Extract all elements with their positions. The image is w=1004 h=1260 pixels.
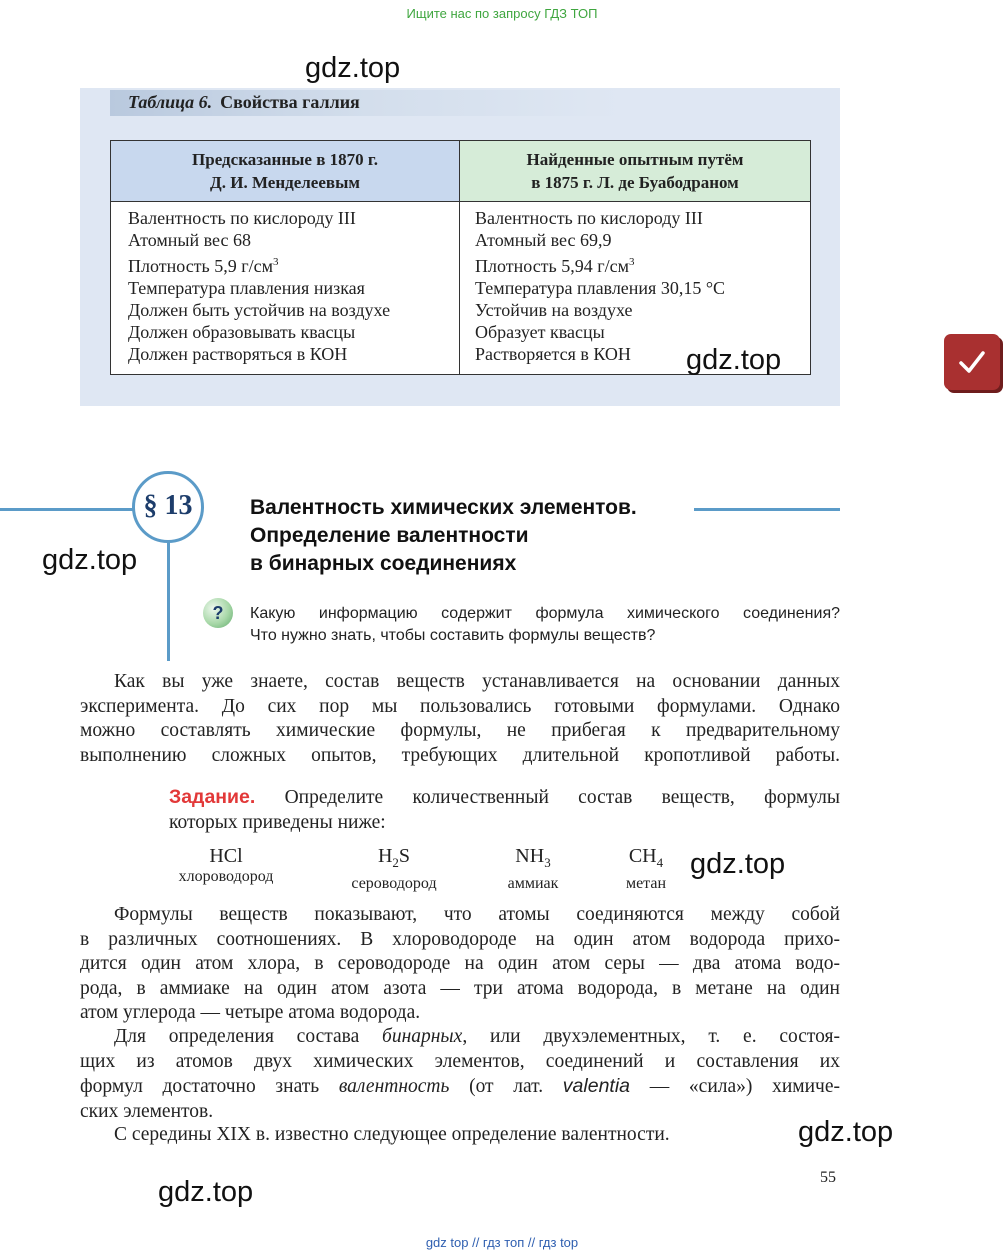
- watermark: gdz.top: [42, 544, 138, 576]
- table-cell: Атомный вес 69,9: [475, 230, 612, 250]
- table-cell: Атомный вес 68: [128, 230, 251, 250]
- formula-subscript: 3: [544, 855, 551, 870]
- text-line: рода, в аммиаке на один атом азота — три атома водорода, в метане на один: [80, 977, 840, 999]
- formula-name: метан: [625, 875, 667, 892]
- watermark: gdz.top: [158, 1176, 254, 1208]
- emphasis: бинарных: [382, 1026, 463, 1047]
- emphasis: valentia: [562, 1075, 631, 1097]
- title-line: Определение валентности: [250, 524, 529, 547]
- text-line: ских элементов.: [80, 1100, 214, 1122]
- text-line: С середины XIX в. известно следующее определение валентности.: [114, 1124, 670, 1145]
- valence-paragraph: [80, 1025, 840, 1124]
- page-number: 55: [820, 1169, 836, 1186]
- section-rule-left: [0, 508, 134, 511]
- formula-text: HCl: [209, 845, 243, 867]
- table-header-predicted: [111, 141, 460, 202]
- formula-name: хлороводород: [178, 868, 274, 885]
- text-line: Для определения состава бинарных, или двухэлементных, т. е. состоя-: [114, 1026, 840, 1047]
- header-line: Д. И. Менделеевым: [210, 173, 360, 192]
- watermark: gdz.top: [798, 1116, 894, 1148]
- table-cell: Должен быть устойчив на воздухе: [128, 300, 391, 320]
- formula-name: аммиак: [507, 875, 559, 892]
- superscript: 3: [629, 256, 635, 268]
- emphasis: валентность: [338, 1076, 450, 1097]
- bottom-banner[interactable]: gdz top // гдз топ // гдз top: [425, 1235, 579, 1250]
- text-line: щих из атомов двух химических элементов, соединений и составления их: [80, 1050, 840, 1072]
- table-header-found: [460, 141, 810, 202]
- text-line: выполнению сложных опытов, требующих длительной кропотливой работы.: [80, 744, 840, 766]
- superscript: 3: [273, 256, 279, 268]
- watermark: gdz.top: [686, 344, 782, 376]
- formula-text: NH: [515, 845, 545, 867]
- found-properties: [475, 207, 725, 365]
- bookmark-button[interactable]: [944, 334, 1000, 390]
- table-caption: [128, 92, 360, 113]
- question-icon: ?: [203, 598, 233, 628]
- text-line: дится один атом хлора, в сероводороде на один атом серы — два атома водо-: [80, 953, 840, 974]
- text-line: формул достаточно знать валентность (от лат. valentia — «сила») химиче-: [80, 1075, 841, 1097]
- watermark: gdz.top: [690, 848, 786, 880]
- table-cell: Должен растворяться в КОН: [128, 344, 348, 364]
- text-line: Формулы веществ показывают, что атомы соединяются между собой: [114, 904, 840, 925]
- text-line: в различных соотношениях. В хлороводороде на один атом водорода прихо-: [80, 928, 840, 950]
- cell-text: Плотность 5,94 г/см: [475, 256, 630, 276]
- header-line: в 1875 г. Л. де Буабодраном: [531, 173, 739, 192]
- watermark: gdz.top: [305, 52, 401, 84]
- section-rule-vertical: [167, 535, 170, 661]
- section-questions: [250, 603, 840, 647]
- header-line: Найденные опытным путём: [526, 150, 744, 169]
- table-cell: Температура плавления низкая: [128, 278, 365, 298]
- formula-nh3: [496, 846, 570, 895]
- predicted-properties: [128, 207, 390, 365]
- formula-text: CH: [628, 845, 657, 867]
- section-number-badge: § 13: [132, 471, 204, 543]
- question-line: Что нужно знать, чтобы составить формулы веществ?: [250, 627, 656, 644]
- section-rule-right: [694, 508, 840, 511]
- formula-text: H: [377, 845, 393, 867]
- intro-paragraph: [80, 670, 840, 768]
- check-icon: [956, 346, 988, 378]
- table-cell: Устойчив на воздухе: [475, 300, 633, 320]
- table-cell: Растворяется в КОН: [475, 344, 631, 364]
- question-line: Какую информацию содержит формула химического соединения?: [250, 605, 840, 622]
- table-cell: Валентность по кислороду III: [128, 208, 356, 228]
- formula-subscript: 4: [656, 855, 664, 870]
- cell-text: Плотность 5,9 г/см: [128, 256, 274, 276]
- formula-h2s: [336, 846, 452, 895]
- table-caption-label: Таблица 6.: [128, 92, 213, 112]
- task-block: [169, 785, 840, 835]
- table-cell: Валентность по кислороду III: [475, 208, 703, 228]
- section-title: [250, 494, 637, 578]
- formula-name: сероводород: [351, 875, 437, 892]
- header-line: Предсказанные в 1870 г.: [192, 150, 378, 169]
- table-cell: Температура плавления 30,15 °С: [475, 278, 726, 298]
- task-text: которых приведены ниже:: [169, 811, 386, 833]
- title-line: в бинарных соединениях: [250, 552, 517, 575]
- definition-intro: [80, 1123, 840, 1148]
- formula-ch4: [616, 846, 676, 895]
- table-cell: [475, 251, 725, 277]
- formula-text: S: [398, 845, 411, 867]
- task-text: Определите количественный состав веществ, формулы: [255, 787, 840, 808]
- formula-subscript: 2: [392, 855, 399, 870]
- text-line: можно составлять химические формулы, не прибегая к предварительному: [80, 720, 840, 741]
- title-line: Валентность химических элементов.: [250, 496, 637, 519]
- formula-hcl: [166, 846, 286, 888]
- column-divider: [459, 201, 460, 374]
- table-cell: Должен образовывать квасцы: [128, 322, 356, 342]
- text-line: эксперимента. До сих пор мы пользовались готовыми формулами. Однако: [80, 695, 840, 717]
- text-line: атом углерода — четыре атома водорода.: [80, 1002, 421, 1023]
- table-caption-title: Свойства галлия: [220, 92, 360, 112]
- table-cell: Образует квасцы: [475, 322, 605, 342]
- gallium-table: [110, 140, 811, 375]
- text-line: Как вы уже знаете, состав веществ устанавливается на основании данных: [114, 671, 840, 692]
- top-banner[interactable]: Ищите нас по запросу ГДЗ ТОП: [406, 6, 598, 21]
- table-cell: [128, 251, 390, 277]
- task-label: Задание.: [169, 786, 256, 808]
- formula-paragraph: [80, 903, 840, 1026]
